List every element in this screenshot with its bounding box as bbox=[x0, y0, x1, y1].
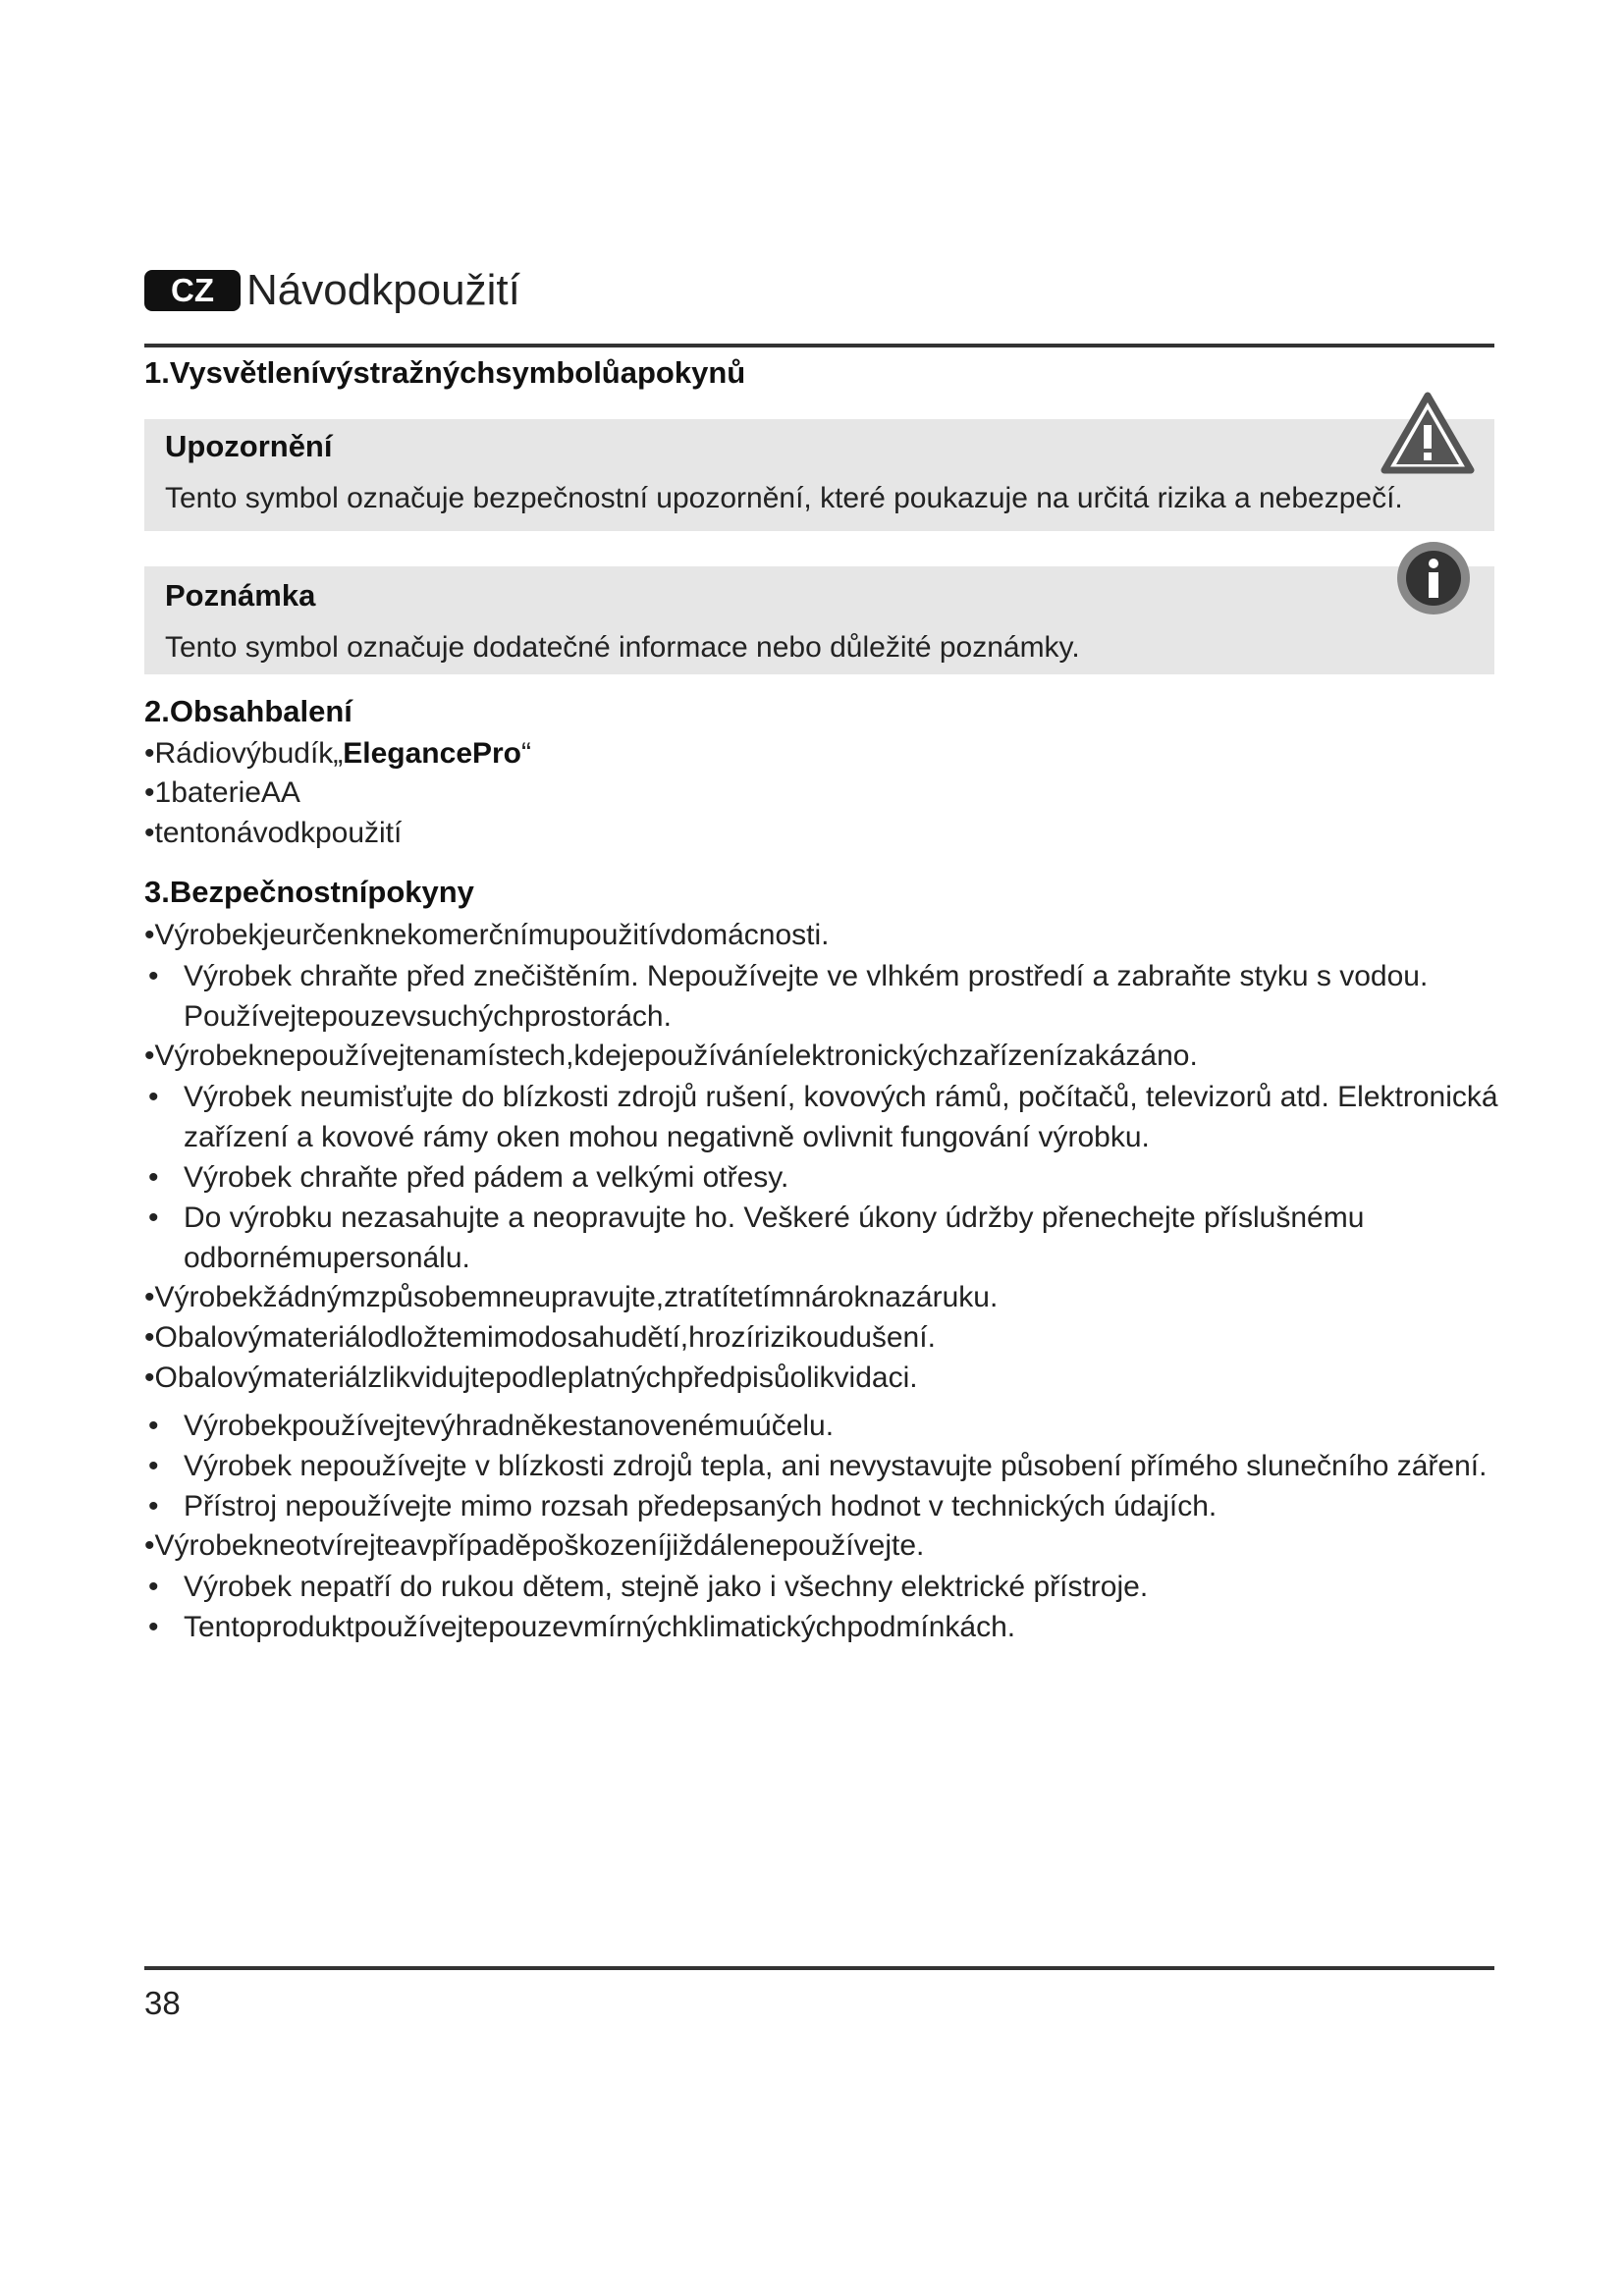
title-row bbox=[144, 263, 520, 318]
page-number: 38 bbox=[144, 1985, 181, 2021]
list-item: •Obalovýmateriálzlikvidujtepodleplatnýchpředpisůolikvidaci. bbox=[144, 1362, 918, 1394]
section1-heading: 1.Vysvětlenívýstražnýchsymbolůapokynů bbox=[144, 355, 746, 390]
list-item: •Výrobeknepoužívejtenamístech,kdejepoužíváníelektronickýchzařízenízakázáno. bbox=[144, 1040, 1198, 1072]
bullet-icon: • bbox=[148, 960, 159, 992]
bullet-icon: • bbox=[148, 1450, 159, 1482]
info-icon bbox=[1394, 539, 1473, 617]
package-item-manual: •tentonávodkpoužití bbox=[144, 817, 403, 849]
note-title: Poznámka bbox=[165, 578, 316, 613]
warning-title: Upozornění bbox=[165, 429, 333, 463]
list-item: •Výrobekneotvírejteavpřípaděpoškozeníjiždálenepoužívejte. bbox=[144, 1529, 925, 1562]
product-name: ElegancePro bbox=[343, 737, 522, 770]
bullet-icon: • bbox=[148, 1410, 159, 1442]
warning-box bbox=[144, 419, 1494, 531]
bullet-icon: • bbox=[148, 1490, 159, 1522]
bullet-icon: • bbox=[148, 1571, 159, 1603]
footer-rule bbox=[144, 1966, 1494, 1970]
bullet-icon: • bbox=[148, 1161, 159, 1194]
warning-text: Tento symbol označuje bezpečnostní upozornění, které poukazuje na určitá rizika a nebezpečí. bbox=[165, 482, 1403, 514]
note-text: Tento symbol označuje dodatečné informace nebo důležité poznámky. bbox=[165, 631, 1080, 664]
bullet-icon: • bbox=[148, 1611, 159, 1643]
top-rule bbox=[144, 344, 1494, 347]
package-item-radio: •Rádiovýbudík„ElegancePro“ bbox=[144, 737, 532, 770]
language-badge: CZ bbox=[144, 270, 241, 311]
bullet-icon: • bbox=[148, 1201, 159, 1234]
section2-heading: 2.Obsahbalení bbox=[144, 694, 352, 728]
manual-page: CZ Návodkpoužití 1.Vysvětlenívýstražnýchsymbolůapokynů Upozornění Tento symbol označuje bezpečnostní upozornění, které poukazuje na určitá rizika a nebezpečí. Poznámka Tento symbol označuje dodatečné informace nebo důležité poznámky. 2.Obsahbalení •Rádiovýbudík„ElegancePro“ •1baterieAA •tentonávodkpoužití 3.Bezpečnostnípokyny •Výrobekjeurčenknekomerčnímupoužitívdomácnosti. • Výrobek chraňte před znečištěním. Nepoužívejte ve vlhkém prostředí a zabraňte styku s vodou. Používejtepouzevsuchýchprostorách. •Výrobeknepoužívejtenamístech,kdejepoužíváníelektronickýchzařízenízakázáno. • Výrobek neumisťujte do blízkosti zdrojů rušení, kovových rámů, počítačů, televizorů atd. Elektronická zařízení a kovové rámy oken mohou negativně ovlivnit fungování výrobku. • Výrobek chraňte před pádem a velkými otřesy. • Do výrobku nezasahujte a neopravujte ho. Veškeré úkony údržby přenechejte příslušnému odbornémupersonálu. •Výrobekžádnýmzpůsobemneupravujte,ztratítetímnároknazáruku. •Obalovýmateriálodložtemimodosahudětí,hrozírizikoudušení. •Obalovýmateriálzlikvidujtepodleplatnýchpředpisůolikvidaci. • Výrobekpoužívejtevýhradněkestanovenémuúčelu. • Výrobek nepoužívejte v blízkosti zdrojů tepla, ani nevystavujte působení přímého slunečního záření. • Přístroj nepoužívejte mimo rozsah předepsaných hodnot v technických údajích. •Výrobekneotvírejteavpřípaděpoškozeníjiždálenepoužívejte. • Výrobek nepatří do rukou dětem, stejně jako i všechny elektrické přístroje. • Tentoproduktpoužívejtepouzevmírnýchklimatickýchpodmínkách. 38 bbox=[144, 0, 1494, 2296]
note-box bbox=[144, 566, 1494, 674]
list-item: •Obalovýmateriálodložtemimodosahudětí,hrozírizikoudušení. bbox=[144, 1321, 936, 1354]
package-item-battery: •1baterieAA bbox=[144, 776, 300, 809]
list-item: •Výrobekžádnýmzpůsobemneupravujte,ztratítetímnároknazáruku. bbox=[144, 1281, 999, 1313]
list-item: •Výrobekjeurčenknekomerčnímupoužitívdomácnosti. bbox=[144, 919, 830, 951]
warning-triangle-icon bbox=[1380, 392, 1475, 474]
page-title: Návodkpoužití bbox=[246, 266, 520, 314]
bullet-icon: • bbox=[148, 1081, 159, 1113]
section3-heading: 3.Bezpečnostnípokyny bbox=[144, 875, 474, 909]
